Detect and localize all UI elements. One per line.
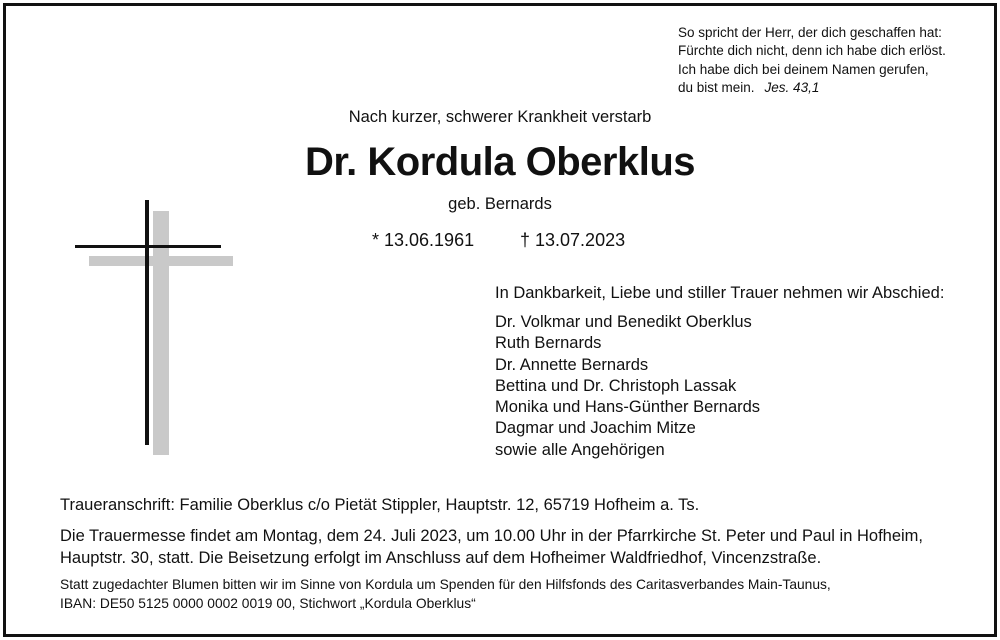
mourners-list [495,312,760,461]
list-item: Ruth Bernards [495,334,602,353]
bible-verse [678,24,978,97]
cross-horizontal-bar [75,245,221,248]
verse-line: So spricht der Herr, der dich geschaffen hat: [678,25,942,40]
deceased-name: Dr. Kordula Oberklus [304,140,696,184]
list-item: Monika und Hans-Günther Bernards [495,398,761,417]
cross-vertical-bar [145,200,149,445]
list-item: Bettina und Dr. Christoph Lassak [495,376,737,395]
verse-line-last [678,79,978,97]
verse-reference: Jes. 43,1 [764,79,820,95]
funeral-service-info [60,526,960,569]
service-line: Hauptstr. 30, statt. Die Beisetzung erfolgt im Anschluss auf dem Hofheimer Waldfriedhof, Vincenzstraße. [60,548,822,567]
donation-line: IBAN: DE50 5125 0000 0002 0019 00, Stichwort „Kordula Oberklus“ [60,595,476,611]
birth-date: * 13.06.1961 [372,230,475,250]
service-line: Die Trauermesse findet am Montag, dem 24. Juli 2023, um 10.00 Uhr in der Pfarrkirche St. Peter und Paul in Hofheim, [60,527,924,545]
verse-line: Ich habe dich bei deinem Namen gerufen, [678,61,929,77]
list-item: Dr. Annette Bernards [495,355,649,374]
donation-note [60,576,960,613]
cross-shadow-horizontal [89,256,233,266]
list-item: Dr. Volkmar und Benedikt Oberklus [495,313,752,331]
verse-line: du bist mein. [678,79,755,95]
donation-line: Statt zugedachter Blumen bitten wir im Sinne von Kordula um Spenden für den Hilfsfonds des Caritasverbandes Main-Taunus, [60,577,831,592]
mourning-address: Traueranschrift: Familie Oberklus c/o Pietät Stippler, Hauptstr. 12, 65719 Hofheim a. Ts. [60,496,700,514]
maiden-name: geb. Bernards [448,195,552,213]
list-item: Dagmar und Joachim Mitze [495,419,696,438]
death-date: † 13.07.2023 [520,230,626,250]
mourners-intro: In Dankbarkeit, Liebe und stiller Trauer nehmen wir Abschied: [495,284,945,302]
intro-text: Nach kurzer, schwerer Krankheit verstarb [348,108,652,126]
verse-line: Fürchte dich nicht, denn ich habe dich erlöst. [678,43,946,59]
list-item: sowie alle Angehörigen [495,440,665,459]
